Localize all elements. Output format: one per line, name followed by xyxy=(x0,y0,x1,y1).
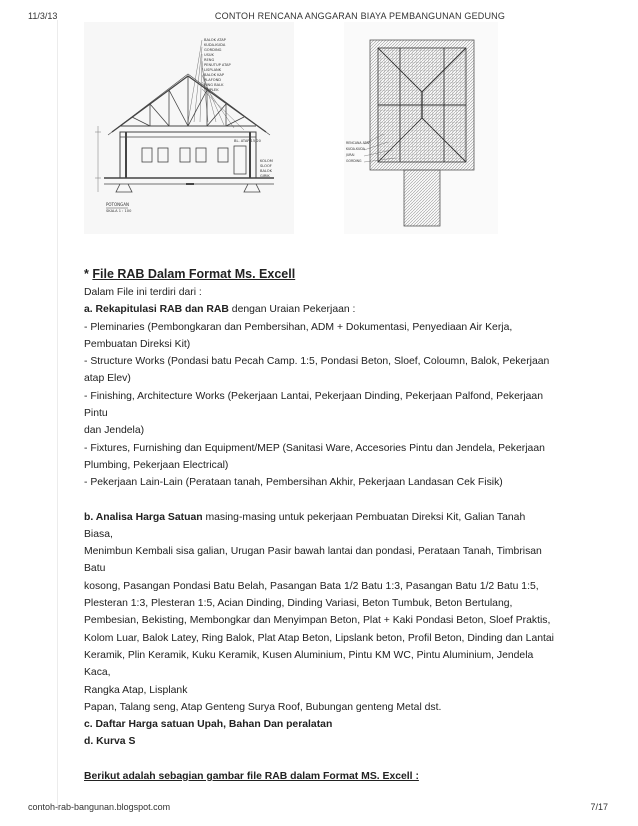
b-line: kosong, Pasangan Pondasi Batu Belah, Pasangan Bata 1/2 Batu 1:3, Pasangan Batu 1/2 Batu 1:5, xyxy=(84,580,539,592)
drawing-label: PENUTUP ATAP xyxy=(204,63,231,67)
header-date: 11/3/13 xyxy=(28,11,58,21)
section-heading xyxy=(84,265,554,283)
drawing-label: KUDA-KUDA xyxy=(204,43,226,47)
section-drawing-svg xyxy=(84,22,294,234)
plan-callout: GORDING xyxy=(346,159,362,163)
plan-callout: KUDA-KUDA xyxy=(346,147,365,151)
list-line: dan Jendela) xyxy=(84,425,145,437)
intro-text: Dalam File ini terdiri dari : xyxy=(84,287,202,298)
drawing-label: USUK xyxy=(204,53,214,57)
drawing-label: RENG xyxy=(204,58,215,62)
item-d-title: d. Kurva S xyxy=(84,736,136,748)
item-a-rest: dengan Uraian Pekerjaan : xyxy=(228,304,356,316)
list-line: atap Elev) xyxy=(84,373,131,385)
b-line: Keramik, Plin Keramik, Kuku Keramik, Kusen Aluminium, Pintu KM WC, Pintu Aluminium, Jendela Kaca, xyxy=(84,649,534,679)
article-content xyxy=(84,265,554,785)
closing-link[interactable]: Berikut adalah sebagian gambar file RAB dalam Format MS. Excell : xyxy=(84,770,419,782)
drawing-scale: SKALA 1 : 100 xyxy=(106,209,132,213)
item-b xyxy=(84,509,554,544)
heading-bullet: * xyxy=(84,267,89,281)
b-line: Pembesian, Bekisting, Membongkar dan Menyimpan Beton, Plat + Kaki Pondasi Beton, Sloef Praktis, xyxy=(84,615,551,627)
list-line: Pembuatan Direksi Kit) xyxy=(84,338,191,350)
header-title: CONTOH RENCANA ANGGARAN BIAYA PEMBANGUNAN GEDUNG xyxy=(214,11,506,21)
spacer xyxy=(84,492,554,509)
b-line: Plesteran 1:3, Plesteran 1:5, Acian Dinding, Dinding Variasi, Beton Tumbuk, Beton Bertulang, xyxy=(84,598,513,610)
item-c-title: c. Daftar Harga satuan Upah, Bahan Dan peralatan xyxy=(84,719,333,731)
b-line: Rangka Atap, Lisplank xyxy=(84,684,188,696)
item-a-title: a. Rekapitulasi RAB dan RAB xyxy=(84,304,229,316)
drawing-label: LISPLANK xyxy=(204,68,222,72)
footer-page-number: 7/17 xyxy=(590,802,608,812)
list-line: Plumbing, Pekerjaan Electrical) xyxy=(84,459,229,471)
side-label: BL. ATAP 15/20 xyxy=(234,139,261,143)
b-line: Papan, Talang seng, Atap Genteng Surya Roof, Bubungan genteng Metal dst. xyxy=(84,701,442,713)
list-line: - Pleminaries (Pembongkaran dan Pembersihan, ADM + Dokumentasi, Penyediaan Air Kerja, xyxy=(84,321,513,333)
plan-callout: RENCANA ATAP xyxy=(346,141,371,145)
item-b-title: b. Analisa Harga Satuan xyxy=(84,511,203,523)
drawing-label: BALOK xyxy=(260,169,272,173)
building-section-drawing xyxy=(84,22,294,234)
spacer xyxy=(84,751,554,768)
drawing-label: BALOK ATAP xyxy=(204,38,226,42)
footer-site: contoh-rab-bangunan.blogspot.com xyxy=(28,802,171,812)
list-line: - Finishing, Architecture Works (Pekerjaan Lantai, Pekerjaan Dinding, Pekerjaan Palfond, Pekerjaan Pintu xyxy=(84,390,543,420)
drawing-label: GORDING xyxy=(204,48,222,52)
item-a xyxy=(84,301,554,318)
b-line: Menimbun Kembali sisa galian, Urugan Pasir bawah lantai dan pondasi, Perataan Tanah, Timbrisan Batu xyxy=(84,546,542,575)
list-line: - Structure Works (Pondasi batu Pecah Camp. 1:5, Pondasi Beton, Sloef, Coloumn, Balok, Pekerjaan xyxy=(84,356,550,368)
drawing-caption: POTONGAN xyxy=(106,202,129,207)
roof-plan-svg xyxy=(344,22,498,234)
drawing-label: GIRIK xyxy=(260,174,270,178)
excel-file-link[interactable]: File RAB Dalam Format Ms. Excell xyxy=(92,267,296,281)
roof-plan-drawing xyxy=(344,22,498,234)
list-line: - Fixtures, Furnishing dan Equipment/MEP (Sanitasi Ware, Accesories Pintu dan Jendela, Pekerjaan xyxy=(84,442,545,454)
drawing-label: RING BALK xyxy=(204,83,224,87)
drawing-label: BALOK KAP xyxy=(204,73,225,77)
list-line: - Pekerjaan Lain-Lain (Perataan tanah, Pembersihan Akhir, Pekerjaan Landasan Cek Fisik) xyxy=(84,477,503,489)
drawing-label: SLOOF xyxy=(260,164,272,168)
drawing-label: KOLOM xyxy=(260,159,273,163)
left-margin-rule xyxy=(57,20,58,810)
b-line: Kolom Luar, Balok Latey, Ring Balok, Plat Atap Beton, Lipslank beton, Profil Beton, Dinding dan Lantai xyxy=(84,632,554,644)
item-c xyxy=(84,716,554,733)
item-d xyxy=(84,733,554,750)
closing-text xyxy=(84,768,554,785)
drawing-label: PLAFOND xyxy=(204,78,222,82)
plan-callout: JURAI xyxy=(346,153,355,157)
drawing-label: TRIPLEK xyxy=(204,88,219,92)
item-b-rest: masing-masing untuk pekerjaan Pembuatan Direksi Kit, Galian Tanah Biasa, xyxy=(84,511,526,540)
